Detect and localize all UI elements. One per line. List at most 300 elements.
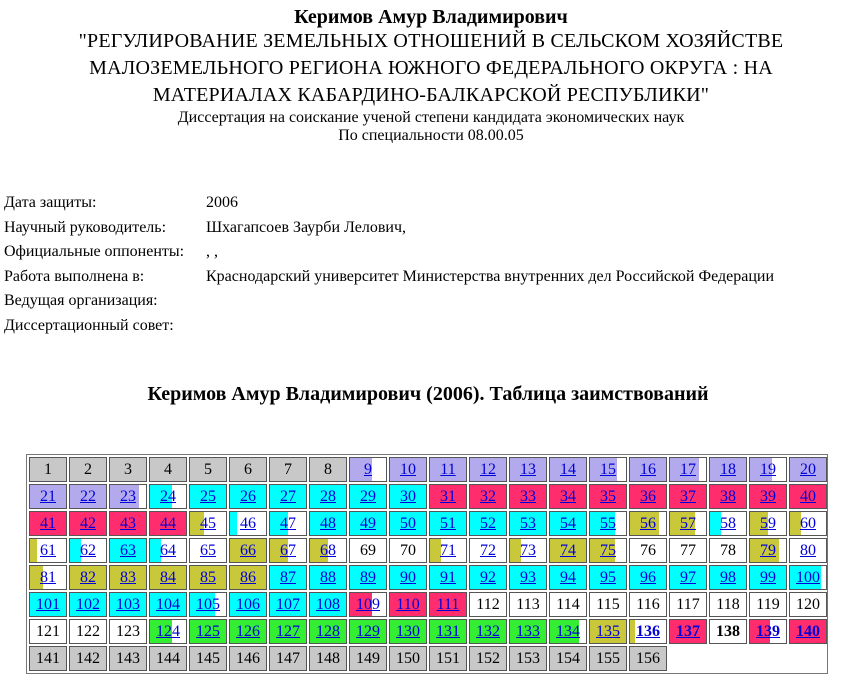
page-link-anchor[interactable]: 81 bbox=[40, 569, 56, 586]
page-cell[interactable] bbox=[349, 511, 387, 536]
page-link-anchor[interactable]: 32 bbox=[480, 488, 496, 505]
page-link[interactable] bbox=[800, 515, 816, 532]
page-link-anchor[interactable]: 83 bbox=[120, 569, 136, 586]
page-link[interactable] bbox=[320, 569, 336, 586]
page-link[interactable] bbox=[480, 461, 496, 478]
page-link[interactable] bbox=[676, 623, 700, 640]
page-cell[interactable] bbox=[149, 592, 187, 617]
page-cell[interactable] bbox=[669, 457, 707, 482]
page-cell[interactable] bbox=[709, 484, 747, 509]
page-link[interactable] bbox=[240, 515, 256, 532]
page-cell[interactable] bbox=[789, 565, 827, 590]
page-link[interactable] bbox=[200, 569, 216, 586]
page-cell[interactable] bbox=[69, 511, 107, 536]
page-link[interactable] bbox=[600, 461, 616, 478]
page-link-anchor[interactable]: 45 bbox=[200, 515, 216, 532]
page-link[interactable] bbox=[120, 488, 136, 505]
page-cell[interactable] bbox=[549, 619, 587, 644]
page-cell[interactable] bbox=[69, 484, 107, 509]
page-link[interactable] bbox=[320, 488, 336, 505]
page-link[interactable] bbox=[520, 515, 536, 532]
page-link[interactable] bbox=[480, 542, 496, 559]
page-cell[interactable] bbox=[749, 484, 787, 509]
page-link-anchor[interactable]: 90 bbox=[400, 569, 416, 586]
page-link-anchor[interactable]: 19 bbox=[760, 461, 776, 478]
page-link[interactable] bbox=[356, 623, 380, 640]
page-cell[interactable] bbox=[789, 538, 827, 563]
page-link[interactable] bbox=[440, 461, 455, 478]
page-cell[interactable] bbox=[349, 484, 387, 509]
page-link-anchor[interactable]: 14 bbox=[560, 461, 576, 478]
page-link-anchor[interactable]: 62 bbox=[80, 542, 96, 559]
page-link[interactable] bbox=[560, 488, 576, 505]
page-link-anchor[interactable]: 46 bbox=[240, 515, 256, 532]
page-cell[interactable] bbox=[429, 592, 467, 617]
page-link[interactable] bbox=[280, 515, 296, 532]
page-cell[interactable] bbox=[29, 592, 67, 617]
page-link[interactable] bbox=[640, 488, 656, 505]
page-link[interactable] bbox=[760, 488, 776, 505]
page-link-anchor[interactable]: 12 bbox=[480, 461, 496, 478]
page-cell[interactable] bbox=[789, 457, 827, 482]
page-link[interactable] bbox=[280, 569, 296, 586]
page-cell[interactable] bbox=[669, 565, 707, 590]
page-link-anchor[interactable]: 44 bbox=[160, 515, 176, 532]
page-link[interactable] bbox=[320, 515, 336, 532]
page-link[interactable] bbox=[236, 596, 260, 613]
page-link-anchor[interactable]: 100 bbox=[796, 569, 820, 586]
page-link-anchor[interactable]: 74 bbox=[560, 542, 576, 559]
page-link-anchor[interactable]: 86 bbox=[240, 569, 256, 586]
page-link[interactable] bbox=[480, 488, 496, 505]
page-cell[interactable] bbox=[309, 565, 347, 590]
page-link[interactable] bbox=[80, 515, 96, 532]
page-link-anchor[interactable]: 92 bbox=[480, 569, 496, 586]
page-cell[interactable] bbox=[629, 619, 667, 644]
page-cell[interactable] bbox=[749, 565, 787, 590]
page-cell[interactable] bbox=[149, 484, 187, 509]
page-link[interactable] bbox=[360, 515, 376, 532]
page-cell[interactable] bbox=[349, 565, 387, 590]
page-link-anchor[interactable]: 56 bbox=[640, 515, 656, 532]
page-link[interactable] bbox=[600, 542, 616, 559]
page-link[interactable] bbox=[800, 461, 816, 478]
page-cell[interactable] bbox=[389, 457, 427, 482]
page-cell[interactable] bbox=[229, 484, 267, 509]
page-link-anchor[interactable]: 97 bbox=[680, 569, 696, 586]
page-cell[interactable] bbox=[69, 592, 107, 617]
page-cell[interactable] bbox=[429, 619, 467, 644]
page-cell[interactable] bbox=[469, 619, 507, 644]
page-link-anchor[interactable]: 31 bbox=[440, 488, 456, 505]
page-cell[interactable] bbox=[589, 484, 627, 509]
page-link-anchor[interactable]: 36 bbox=[640, 488, 656, 505]
page-link[interactable] bbox=[400, 488, 416, 505]
page-link-anchor[interactable]: 11 bbox=[440, 461, 456, 478]
page-cell[interactable] bbox=[309, 538, 347, 563]
page-link[interactable] bbox=[640, 515, 656, 532]
page-link-anchor[interactable]: 136 bbox=[636, 623, 660, 640]
page-cell[interactable] bbox=[509, 484, 547, 509]
page-link[interactable] bbox=[156, 623, 180, 640]
page-link-anchor[interactable]: 75 bbox=[600, 542, 616, 559]
page-cell[interactable] bbox=[389, 565, 427, 590]
page-link[interactable] bbox=[240, 542, 256, 559]
page-cell[interactable] bbox=[669, 484, 707, 509]
page-link-anchor[interactable]: 13 bbox=[520, 461, 536, 478]
page-cell[interactable] bbox=[349, 619, 387, 644]
page-link[interactable] bbox=[440, 569, 456, 586]
page-cell[interactable] bbox=[749, 457, 787, 482]
page-cell[interactable] bbox=[709, 457, 747, 482]
page-link-anchor[interactable]: 79 bbox=[760, 542, 776, 559]
page-link-anchor[interactable]: 130 bbox=[396, 623, 420, 640]
page-link-anchor[interactable]: 38 bbox=[720, 488, 736, 505]
page-cell[interactable] bbox=[469, 538, 507, 563]
page-link[interactable] bbox=[240, 488, 256, 505]
page-cell[interactable] bbox=[269, 484, 307, 509]
page-cell[interactable] bbox=[189, 484, 227, 509]
page-link[interactable] bbox=[240, 569, 256, 586]
page-link[interactable] bbox=[440, 488, 456, 505]
page-link-anchor[interactable]: 84 bbox=[160, 569, 176, 586]
page-cell[interactable] bbox=[349, 592, 387, 617]
page-link-anchor[interactable]: 68 bbox=[320, 542, 336, 559]
page-link-anchor[interactable]: 42 bbox=[80, 515, 96, 532]
page-cell[interactable] bbox=[469, 457, 507, 482]
page-link-anchor[interactable]: 48 bbox=[320, 515, 336, 532]
page-link-anchor[interactable]: 107 bbox=[276, 596, 300, 613]
page-link[interactable] bbox=[160, 542, 176, 559]
page-link-anchor[interactable]: 40 bbox=[800, 488, 816, 505]
page-cell[interactable] bbox=[109, 484, 147, 509]
page-link[interactable] bbox=[80, 569, 96, 586]
page-cell[interactable] bbox=[69, 538, 107, 563]
page-link[interactable] bbox=[600, 569, 616, 586]
page-cell[interactable] bbox=[549, 457, 587, 482]
page-link-anchor[interactable]: 26 bbox=[240, 488, 256, 505]
page-link[interactable] bbox=[396, 623, 420, 640]
page-link[interactable] bbox=[236, 623, 260, 640]
page-link-anchor[interactable]: 66 bbox=[240, 542, 256, 559]
page-cell[interactable] bbox=[309, 484, 347, 509]
page-link[interactable] bbox=[560, 542, 576, 559]
page-link[interactable] bbox=[156, 596, 180, 613]
page-link[interactable] bbox=[680, 488, 696, 505]
page-cell[interactable] bbox=[549, 511, 587, 536]
page-link[interactable] bbox=[396, 596, 419, 613]
page-cell[interactable] bbox=[629, 457, 667, 482]
page-link-anchor[interactable]: 93 bbox=[520, 569, 536, 586]
page-cell[interactable] bbox=[189, 565, 227, 590]
page-link[interactable] bbox=[276, 623, 300, 640]
page-link[interactable] bbox=[760, 542, 776, 559]
page-link-anchor[interactable]: 128 bbox=[316, 623, 340, 640]
page-link-anchor[interactable]: 104 bbox=[156, 596, 180, 613]
page-link-anchor[interactable]: 30 bbox=[400, 488, 416, 505]
page-link[interactable] bbox=[800, 542, 816, 559]
page-cell[interactable] bbox=[309, 592, 347, 617]
page-link-anchor[interactable]: 108 bbox=[316, 596, 340, 613]
page-link-anchor[interactable]: 101 bbox=[36, 596, 60, 613]
page-link-anchor[interactable]: 27 bbox=[280, 488, 296, 505]
page-link-anchor[interactable]: 103 bbox=[116, 596, 140, 613]
page-link[interactable] bbox=[760, 515, 776, 532]
page-link[interactable] bbox=[40, 515, 56, 532]
page-link-anchor[interactable]: 16 bbox=[640, 461, 656, 478]
page-link-anchor[interactable]: 63 bbox=[120, 542, 136, 559]
page-cell[interactable] bbox=[29, 484, 67, 509]
page-cell[interactable] bbox=[709, 565, 747, 590]
page-link[interactable] bbox=[640, 569, 656, 586]
page-cell[interactable] bbox=[389, 511, 427, 536]
page-link-anchor[interactable]: 89 bbox=[360, 569, 376, 586]
page-link-anchor[interactable]: 61 bbox=[40, 542, 56, 559]
page-cell[interactable] bbox=[349, 457, 387, 482]
page-cell[interactable] bbox=[469, 511, 507, 536]
page-cell[interactable] bbox=[789, 511, 827, 536]
page-cell[interactable] bbox=[429, 565, 467, 590]
page-link[interactable] bbox=[680, 569, 696, 586]
page-link[interactable] bbox=[440, 542, 456, 559]
page-link-anchor[interactable]: 25 bbox=[200, 488, 216, 505]
page-link[interactable] bbox=[560, 461, 576, 478]
page-cell[interactable] bbox=[589, 619, 627, 644]
page-cell[interactable] bbox=[509, 619, 547, 644]
page-cell[interactable] bbox=[29, 538, 67, 563]
page-cell[interactable] bbox=[589, 457, 627, 482]
page-link-anchor[interactable]: 88 bbox=[320, 569, 336, 586]
page-link[interactable] bbox=[720, 569, 736, 586]
page-link-anchor[interactable]: 106 bbox=[236, 596, 260, 613]
page-link-anchor[interactable]: 65 bbox=[200, 542, 216, 559]
page-cell[interactable] bbox=[229, 511, 267, 536]
page-cell[interactable] bbox=[549, 484, 587, 509]
page-cell[interactable] bbox=[269, 565, 307, 590]
page-link-anchor[interactable]: 67 bbox=[280, 542, 296, 559]
page-link-anchor[interactable]: 64 bbox=[160, 542, 176, 559]
page-cell[interactable] bbox=[669, 511, 707, 536]
page-link-anchor[interactable]: 9 bbox=[364, 461, 372, 478]
page-link[interactable] bbox=[756, 623, 780, 640]
page-link[interactable] bbox=[360, 488, 376, 505]
page-link-anchor[interactable]: 33 bbox=[520, 488, 536, 505]
page-link[interactable] bbox=[80, 542, 96, 559]
page-link[interactable] bbox=[796, 623, 820, 640]
page-link[interactable] bbox=[40, 542, 56, 559]
page-cell[interactable] bbox=[189, 592, 227, 617]
page-link[interactable] bbox=[364, 461, 372, 478]
page-link[interactable] bbox=[520, 569, 536, 586]
page-link-anchor[interactable]: 17 bbox=[680, 461, 696, 478]
page-cell[interactable] bbox=[389, 619, 427, 644]
page-cell[interactable] bbox=[429, 484, 467, 509]
page-link[interactable] bbox=[36, 596, 60, 613]
page-link-anchor[interactable]: 23 bbox=[120, 488, 136, 505]
page-link-anchor[interactable]: 15 bbox=[600, 461, 616, 478]
page-link[interactable] bbox=[200, 542, 216, 559]
page-link-anchor[interactable]: 126 bbox=[236, 623, 260, 640]
page-link[interactable] bbox=[196, 596, 220, 613]
page-cell[interactable] bbox=[109, 592, 147, 617]
page-link-anchor[interactable]: 49 bbox=[360, 515, 376, 532]
page-cell[interactable] bbox=[749, 619, 787, 644]
page-cell[interactable] bbox=[469, 484, 507, 509]
page-link-anchor[interactable]: 135 bbox=[596, 623, 620, 640]
page-cell[interactable] bbox=[629, 484, 667, 509]
page-cell[interactable] bbox=[509, 538, 547, 563]
page-link[interactable] bbox=[280, 488, 296, 505]
page-link[interactable] bbox=[40, 488, 56, 505]
page-cell[interactable] bbox=[309, 511, 347, 536]
page-link-anchor[interactable]: 80 bbox=[800, 542, 816, 559]
page-cell[interactable] bbox=[429, 457, 467, 482]
page-link-anchor[interactable]: 127 bbox=[276, 623, 300, 640]
page-link[interactable] bbox=[720, 461, 736, 478]
page-link[interactable] bbox=[400, 569, 416, 586]
page-link-anchor[interactable]: 133 bbox=[516, 623, 540, 640]
page-link[interactable] bbox=[680, 461, 696, 478]
page-link[interactable] bbox=[200, 488, 216, 505]
page-cell[interactable] bbox=[549, 538, 587, 563]
page-cell[interactable] bbox=[269, 538, 307, 563]
page-link-anchor[interactable]: 73 bbox=[520, 542, 536, 559]
page-link[interactable] bbox=[440, 515, 456, 532]
page-link[interactable] bbox=[120, 515, 136, 532]
page-link-anchor[interactable]: 57 bbox=[680, 515, 696, 532]
page-link-anchor[interactable]: 21 bbox=[40, 488, 56, 505]
page-cell[interactable] bbox=[669, 619, 707, 644]
page-link[interactable] bbox=[76, 596, 100, 613]
page-link-anchor[interactable]: 59 bbox=[760, 515, 776, 532]
page-cell[interactable] bbox=[549, 565, 587, 590]
page-link[interactable] bbox=[316, 623, 340, 640]
page-link-anchor[interactable]: 132 bbox=[476, 623, 500, 640]
page-link[interactable] bbox=[480, 569, 496, 586]
page-link[interactable] bbox=[356, 596, 380, 613]
page-link-anchor[interactable]: 20 bbox=[800, 461, 816, 478]
page-cell[interactable] bbox=[109, 538, 147, 563]
page-cell[interactable] bbox=[29, 511, 67, 536]
page-link-anchor[interactable]: 37 bbox=[680, 488, 696, 505]
page-link[interactable] bbox=[400, 515, 416, 532]
page-link-anchor[interactable]: 94 bbox=[560, 569, 576, 586]
page-link-anchor[interactable]: 71 bbox=[440, 542, 456, 559]
page-cell[interactable] bbox=[629, 511, 667, 536]
page-cell[interactable] bbox=[149, 619, 187, 644]
page-link[interactable] bbox=[760, 569, 776, 586]
page-link-anchor[interactable]: 91 bbox=[440, 569, 456, 586]
page-cell[interactable] bbox=[709, 511, 747, 536]
page-link-anchor[interactable]: 99 bbox=[760, 569, 776, 586]
page-link[interactable] bbox=[520, 488, 536, 505]
page-link-anchor[interactable]: 85 bbox=[200, 569, 216, 586]
page-link[interactable] bbox=[276, 596, 300, 613]
page-link[interactable] bbox=[280, 542, 296, 559]
page-link[interactable] bbox=[560, 515, 576, 532]
page-link[interactable] bbox=[760, 461, 776, 478]
page-link[interactable] bbox=[160, 515, 176, 532]
page-cell[interactable] bbox=[509, 457, 547, 482]
page-link-anchor[interactable]: 124 bbox=[156, 623, 180, 640]
page-cell[interactable] bbox=[189, 511, 227, 536]
page-link[interactable] bbox=[120, 569, 136, 586]
page-cell[interactable] bbox=[269, 511, 307, 536]
page-link[interactable] bbox=[160, 488, 176, 505]
page-link-anchor[interactable]: 54 bbox=[560, 515, 576, 532]
page-cell[interactable] bbox=[389, 592, 427, 617]
page-link[interactable] bbox=[560, 569, 576, 586]
page-link[interactable] bbox=[600, 515, 616, 532]
page-cell[interactable] bbox=[149, 511, 187, 536]
page-link[interactable] bbox=[196, 623, 220, 640]
page-link[interactable] bbox=[680, 515, 696, 532]
page-link-anchor[interactable]: 111 bbox=[436, 596, 460, 613]
page-link-anchor[interactable]: 35 bbox=[600, 488, 616, 505]
page-cell[interactable] bbox=[149, 538, 187, 563]
page-link[interactable] bbox=[400, 461, 416, 478]
page-link-anchor[interactable]: 39 bbox=[760, 488, 776, 505]
page-cell[interactable] bbox=[109, 565, 147, 590]
page-cell[interactable] bbox=[469, 565, 507, 590]
page-link-anchor[interactable]: 105 bbox=[196, 596, 220, 613]
page-cell[interactable] bbox=[509, 511, 547, 536]
page-cell[interactable] bbox=[589, 511, 627, 536]
page-link-anchor[interactable]: 22 bbox=[80, 488, 96, 505]
page-link-anchor[interactable]: 51 bbox=[440, 515, 456, 532]
page-link-anchor[interactable]: 43 bbox=[120, 515, 136, 532]
page-link[interactable] bbox=[320, 542, 336, 559]
page-link[interactable] bbox=[116, 596, 140, 613]
page-link-anchor[interactable]: 139 bbox=[756, 623, 780, 640]
page-cell[interactable] bbox=[429, 538, 467, 563]
page-link[interactable] bbox=[516, 623, 540, 640]
page-link-anchor[interactable]: 87 bbox=[280, 569, 296, 586]
page-link-anchor[interactable]: 34 bbox=[560, 488, 576, 505]
page-link-anchor[interactable]: 50 bbox=[400, 515, 416, 532]
page-link[interactable] bbox=[800, 488, 816, 505]
page-cell[interactable] bbox=[509, 565, 547, 590]
page-link-anchor[interactable]: 131 bbox=[436, 623, 460, 640]
page-link-anchor[interactable]: 134 bbox=[556, 623, 580, 640]
page-cell[interactable] bbox=[69, 565, 107, 590]
page-link[interactable] bbox=[640, 461, 656, 478]
page-link[interactable] bbox=[200, 515, 216, 532]
page-link[interactable] bbox=[596, 623, 620, 640]
page-link-anchor[interactable]: 110 bbox=[396, 596, 420, 613]
page-link-anchor[interactable]: 125 bbox=[196, 623, 220, 640]
page-link-anchor[interactable]: 52 bbox=[480, 515, 496, 532]
page-cell[interactable] bbox=[309, 619, 347, 644]
page-cell[interactable] bbox=[189, 619, 227, 644]
page-cell[interactable] bbox=[629, 565, 667, 590]
page-link-anchor[interactable]: 28 bbox=[320, 488, 336, 505]
page-link[interactable] bbox=[720, 515, 736, 532]
page-cell[interactable] bbox=[789, 484, 827, 509]
page-link-anchor[interactable]: 129 bbox=[356, 623, 380, 640]
page-link-anchor[interactable]: 140 bbox=[796, 623, 820, 640]
page-link-anchor[interactable]: 95 bbox=[600, 569, 616, 586]
page-link-anchor[interactable]: 58 bbox=[720, 515, 736, 532]
page-link[interactable] bbox=[316, 596, 340, 613]
page-link[interactable] bbox=[600, 488, 616, 505]
page-link-anchor[interactable]: 10 bbox=[400, 461, 416, 478]
page-cell[interactable] bbox=[429, 511, 467, 536]
page-cell[interactable] bbox=[749, 511, 787, 536]
page-link[interactable] bbox=[796, 569, 820, 586]
page-link-anchor[interactable]: 60 bbox=[800, 515, 816, 532]
page-link[interactable] bbox=[120, 542, 136, 559]
